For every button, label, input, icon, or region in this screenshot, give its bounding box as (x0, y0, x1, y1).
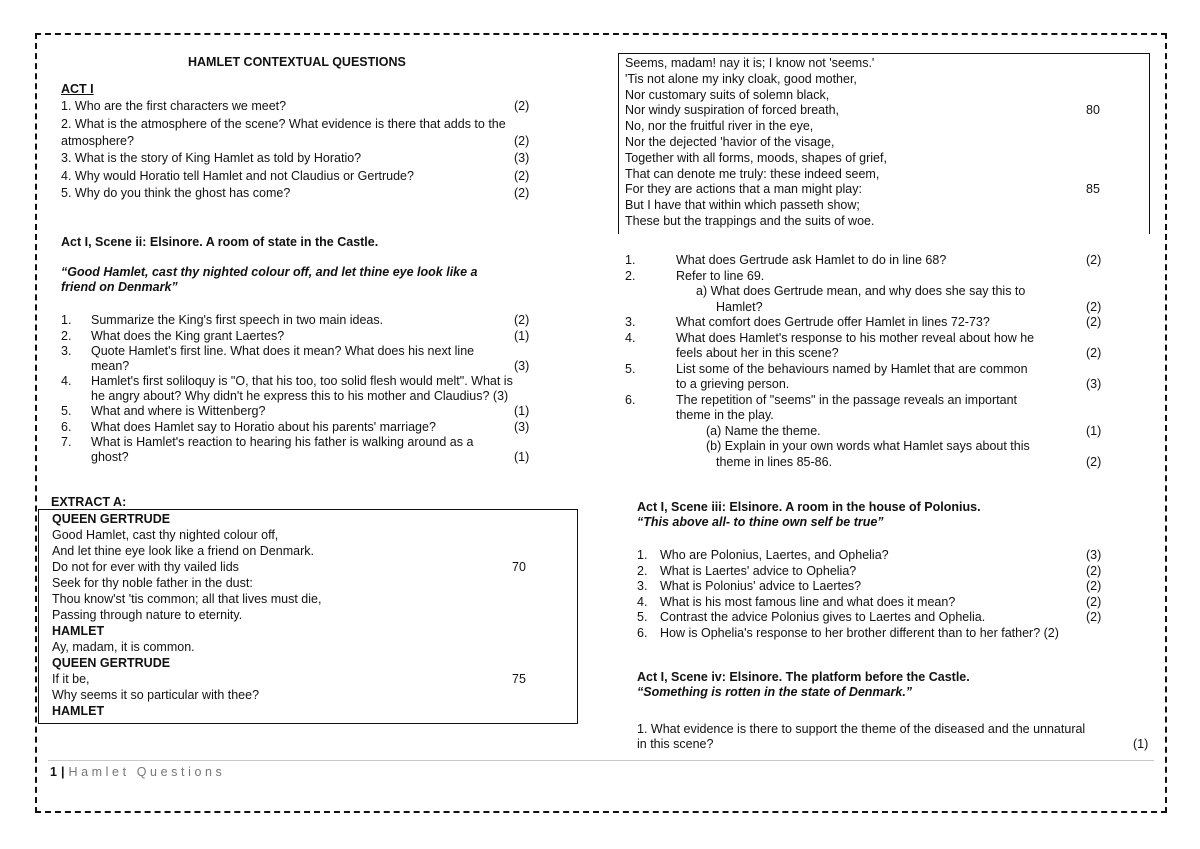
extract-question-text: What comfort does Gertrude offer Hamlet in lines 72-73? (676, 315, 990, 329)
scene2-question-text: What is Hamlet's reaction to hearing his father is walking around as a (91, 435, 474, 449)
scene2-question-text: What does the King grant Laertes? (91, 328, 285, 343)
extract-continuation-line: Together with all forms, moods, shapes of grief, (625, 150, 887, 165)
extract-question-number: 4. (625, 330, 636, 345)
extract-heading: EXTRACT A: (51, 495, 127, 509)
extract-question-text: Hamlet? (716, 299, 763, 314)
extract-continuation-line: Nor customary suits of solemn black, (625, 87, 830, 102)
extract-question-text: The repetition of "seems" in the passage reveals an important (676, 392, 1018, 407)
extract-line: Do not for ever with thy vailed lids (52, 560, 239, 574)
extract-question-text: theme in the play. (676, 408, 774, 422)
extract-question-number: 5. (625, 361, 636, 376)
extract-question-marks: (2) (1086, 454, 1102, 469)
extract-question-marks: (2) (1086, 315, 1102, 329)
act1-question-marks: (2) (514, 99, 530, 113)
scene3-question-text: Contrast the advice Polonius gives to Laertes and Ophelia. (660, 610, 986, 624)
extract-question-marks: (2) (1086, 253, 1102, 267)
act1-question-marks: (2) (514, 134, 530, 148)
scene3-question-number: 3. (637, 579, 648, 593)
scene3-question-marks: (2) (1086, 610, 1102, 624)
scene4-question-marks: (1) (1133, 737, 1149, 751)
scene4-question-line-1: 1. What evidence is there to support the theme of the diseased and the unnatural (637, 722, 1086, 736)
scene2-question-number: 4. (61, 374, 72, 388)
scene3-question-marks: (2) (1086, 563, 1102, 578)
extract-line-number: 75 (512, 672, 526, 686)
scene2-question-text: he angry about? Why didn't he express this to his mother and Claudius? (3) (91, 388, 509, 403)
extract-question-number: 1. (625, 253, 636, 267)
footer-rule (48, 760, 1154, 761)
scene2-question-number: 1. (61, 313, 72, 327)
extract-line: QUEEN GERTRUDE (52, 656, 171, 670)
scene2-question-number: 3. (61, 344, 72, 358)
extract-continuation-line-number: 80 (1086, 103, 1100, 118)
extract-question-marks: (1) (1086, 423, 1102, 438)
extract-question-text: to a grieving person. (676, 377, 790, 391)
extract-continuation-line: For they are actions that a man might play: (625, 182, 862, 197)
extract-question-number: 3. (625, 315, 636, 329)
extract-continuation-line: Nor the dejected 'havior of the visage, (625, 135, 835, 149)
footer (50, 765, 225, 779)
scene3-question-number: 6. (637, 625, 648, 640)
extract-line: Good Hamlet, cast thy nighted colour off, (52, 528, 279, 542)
scene2-question-text: Quote Hamlet's first line. What does it mean? What does his next line (91, 344, 475, 358)
extract-question-text: feels about her in this scene? (676, 346, 839, 360)
scene2-question-text: What does Hamlet say to Horatio about his parents' marriage? (91, 419, 436, 434)
scene3-question-text: How is Ophelia's response to her brother different than to her father? (2) (660, 625, 1059, 640)
act1-question-text: 3. What is the story of King Hamlet as told by Horatio? (61, 151, 362, 165)
extract-question-text: theme in lines 85-86. (716, 454, 833, 469)
act1-question-marks: (2) (514, 169, 530, 183)
scene2-question-text: Hamlet's first soliloquy is "O, that his too, too solid flesh would melt". What is (91, 374, 513, 388)
extract-continuation-line: Seems, madam! nay it is; I know not 'seems.' (625, 56, 875, 70)
scene3-question-number: 5. (637, 610, 648, 624)
scene3-heading: Act I, Scene iii: Elsinore. A room in the house of Polonius. (637, 500, 981, 514)
extract-line: Why seems it so particular with thee? (52, 688, 260, 702)
act1-question-text: 1. Who are the first characters we meet? (61, 99, 287, 113)
scene2-question-text: What and where is Wittenberg? (91, 404, 266, 418)
scene3-question-text: What is Laertes' advice to Ophelia? (660, 563, 857, 578)
scene3-question-number: 4. (637, 594, 648, 609)
footer-separator: | (60, 765, 65, 779)
scene2-question-number: 5. (61, 404, 72, 418)
scene3-question-marks: (2) (1086, 594, 1102, 609)
scene4-heading: Act I, Scene iv: Elsinore. The platform before the Castle. (637, 670, 970, 684)
extract-continuation-line: That can denote me truly: these indeed seem, (625, 166, 880, 181)
scene2-quote-line-2: friend on Denmark” (61, 280, 178, 294)
act1-question-marks: (3) (514, 151, 530, 165)
extract-question-text: a) What does Gertrude mean, and why does she say this to (696, 284, 1026, 298)
scene2-question-text: Summarize the King's first speech in two main ideas. (91, 313, 384, 327)
scene3-question-number: 2. (637, 563, 648, 578)
scene2-question-marks: (1) (514, 404, 530, 418)
extract-line: Ay, madam, it is common. (52, 640, 195, 654)
scene2-quote-line-1: “Good Hamlet, cast thy nighted colour off, and let thine eye look like a (61, 265, 478, 279)
scene2-question-text: mean? (91, 358, 130, 373)
extract-question-marks: (2) (1086, 346, 1102, 360)
act1-question-marks: (2) (514, 186, 530, 200)
extract-line-number: 70 (512, 560, 526, 574)
act1-question-text: 2. What is the atmosphere of the scene? What evidence is there that adds to the (61, 117, 506, 131)
extract-continuation-line: But I have that within which passeth show; (625, 198, 860, 213)
extract-line: Thou know'st 'tis common; all that lives must die, (52, 592, 322, 606)
scene3-quote: “This above all- to thine own self be true” (637, 515, 884, 529)
act1-question-text: atmosphere? (61, 134, 134, 148)
scene2-heading: Act I, Scene ii: Elsinore. A room of state in the Castle. (61, 235, 379, 249)
page-number: 1 (50, 765, 57, 779)
extract-question-marks: (2) (1086, 299, 1102, 314)
extract-line: Passing through nature to eternity. (52, 608, 243, 622)
extract-question-text: List some of the behaviours named by Hamlet that are common (676, 361, 1028, 376)
scene2-question-number: 6. (61, 419, 72, 434)
extract-question-text: What does Gertrude ask Hamlet to do in line 68? (676, 253, 947, 267)
extract-question-number: 2. (625, 268, 636, 283)
extract-question-text: What does Hamlet's response to his mother reveal about how he (676, 330, 1035, 345)
extract-question-text: (b) Explain in your own words what Hamlet says about this (706, 439, 1030, 453)
extract-continuation-line: Nor windy suspiration of forced breath, (625, 103, 839, 118)
scene2-question-text: ghost? (91, 449, 129, 464)
scene4-quote: “Something is rotten in the state of Denmark.” (637, 685, 913, 699)
scene2-question-marks: (3) (514, 419, 530, 434)
scene3-question-text: What is his most famous line and what does it mean? (660, 594, 956, 609)
footer-title: Hamlet Questions (68, 765, 226, 779)
act1-question-text: 5. Why do you think the ghost has come? (61, 186, 291, 200)
extract-line: Seek for thy noble father in the dust: (52, 576, 253, 590)
act-heading: ACT I (61, 82, 94, 96)
extract-line: HAMLET (52, 704, 105, 718)
extract-question-text: Refer to line 69. (676, 268, 765, 283)
scene3-question-text: What is Polonius' advice to Laertes? (660, 579, 862, 593)
extract-continuation-line: 'Tis not alone my inky cloak, good mother, (625, 71, 857, 86)
scene3-question-text: Who are Polonius, Laertes, and Ophelia? (660, 548, 889, 562)
extract-line: And let thine eye look like a friend on Denmark. (52, 544, 314, 558)
scene2-question-marks: (1) (514, 328, 530, 343)
scene2-question-number: 2. (61, 328, 72, 343)
extract-continuation-line-number: 85 (1086, 182, 1100, 197)
scene2-question-marks: (3) (514, 358, 530, 373)
extract-question-number: 6. (625, 392, 636, 407)
scene4-question-line-2: in this scene? (637, 737, 714, 751)
extract-continuation-line: These but the trappings and the suits of woe. (625, 214, 875, 228)
extract-line: If it be, (52, 672, 90, 686)
scene3-question-marks: (3) (1086, 548, 1102, 562)
scene3-question-marks: (2) (1086, 579, 1102, 593)
scene2-question-marks: (1) (514, 449, 530, 464)
extract-question-text: (a) Name the theme. (706, 423, 821, 438)
act1-question-text: 4. Why would Horatio tell Hamlet and not Claudius or Gertrude? (61, 169, 414, 183)
scene3-question-number: 1. (637, 548, 648, 562)
page-title: HAMLET CONTEXTUAL QUESTIONS (188, 55, 406, 69)
scene2-question-number: 7. (61, 435, 72, 449)
extract-line: HAMLET (52, 624, 105, 638)
scene2-question-marks: (2) (514, 313, 530, 327)
extract-question-marks: (3) (1086, 377, 1102, 391)
extract-line: QUEEN GERTRUDE (52, 512, 171, 526)
extract-continuation-line: No, nor the fruitful river in the eye, (625, 119, 814, 134)
